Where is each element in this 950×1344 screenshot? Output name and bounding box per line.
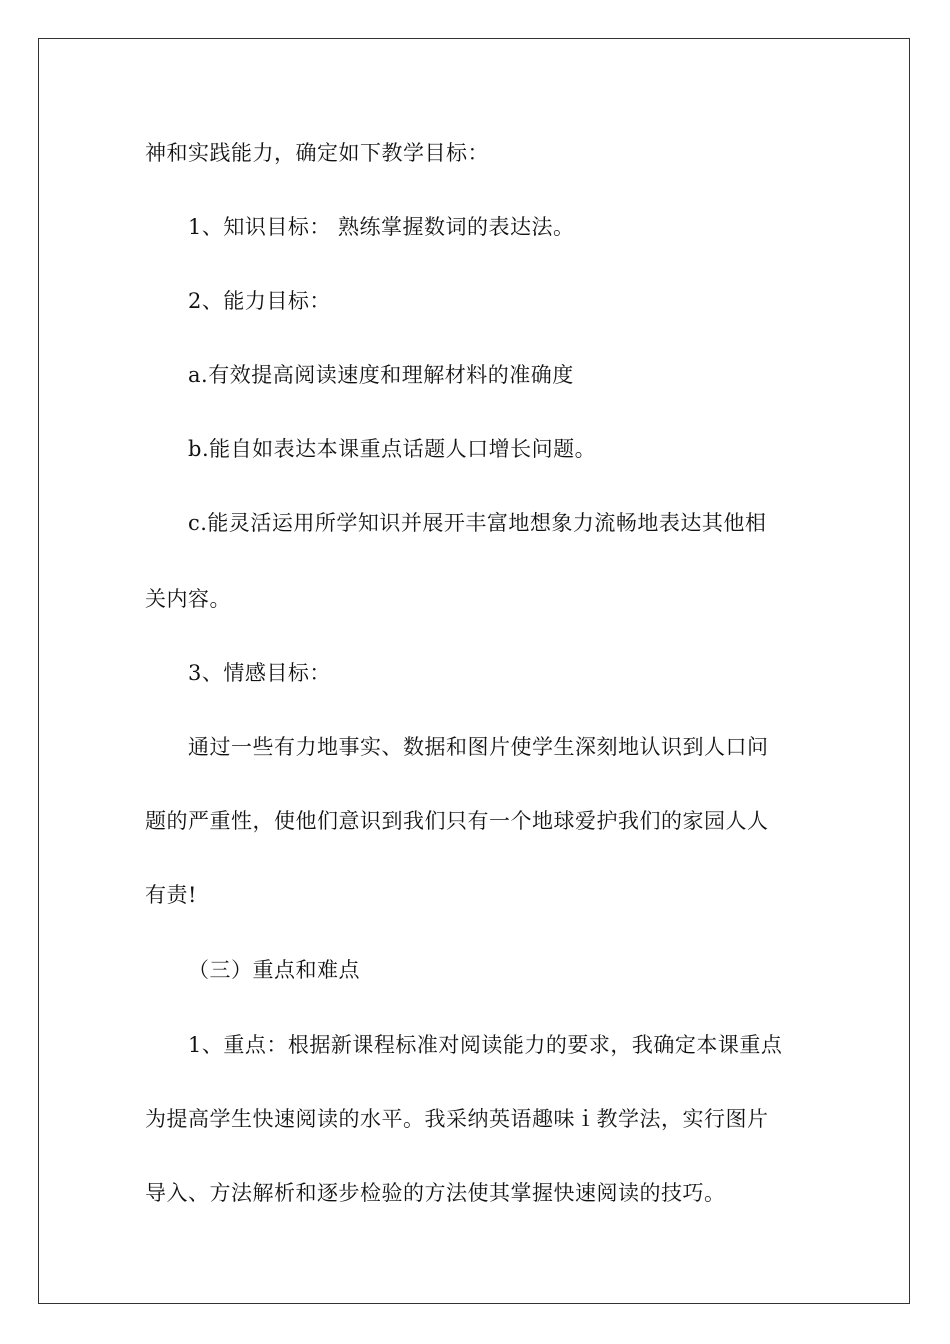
text-line-10: 题的严重性，使他们意识到我们只有一个地球爱护我们的家园人人 <box>145 809 769 833</box>
text-line-4: a.有效提高阅读速度和理解材料的准确度 <box>188 363 574 387</box>
text-line-3: 2、能力目标： <box>188 289 331 313</box>
section-heading: （三）重点和难点 <box>188 958 360 982</box>
text-line-14: 为提高学生快速阅读的水平。我采纳英语趣味ｉ教学法，实行图片 <box>145 1107 769 1131</box>
text-line-8: 3、情感目标： <box>188 661 331 685</box>
text-line-15: 导入、方法解析和逐步检验的方法使其掌握快速阅读的技巧。 <box>145 1181 726 1205</box>
text-line-13: 1、重点：根据新课程标准对阅读能力的要求，我确定本课重点 <box>188 1033 783 1057</box>
text-line-11: 有责! <box>145 883 197 907</box>
text-line-1: 神和实践能力，确定如下教学目标： <box>145 141 489 165</box>
text-line-9: 通过一些有力地事实、数据和图片使学生深刻地认识到人口问 <box>188 735 769 759</box>
text-line-5: b.能自如表达本课重点话题人口增长问题。 <box>188 437 597 461</box>
text-line-6: c.能灵活运用所学知识并展开丰富地想象力流畅地表达其他相 <box>188 511 767 535</box>
text-line-2: 1、知识目标： 熟练掌握数词的表达法。 <box>188 215 575 239</box>
text-line-7: 关内容。 <box>145 587 231 611</box>
